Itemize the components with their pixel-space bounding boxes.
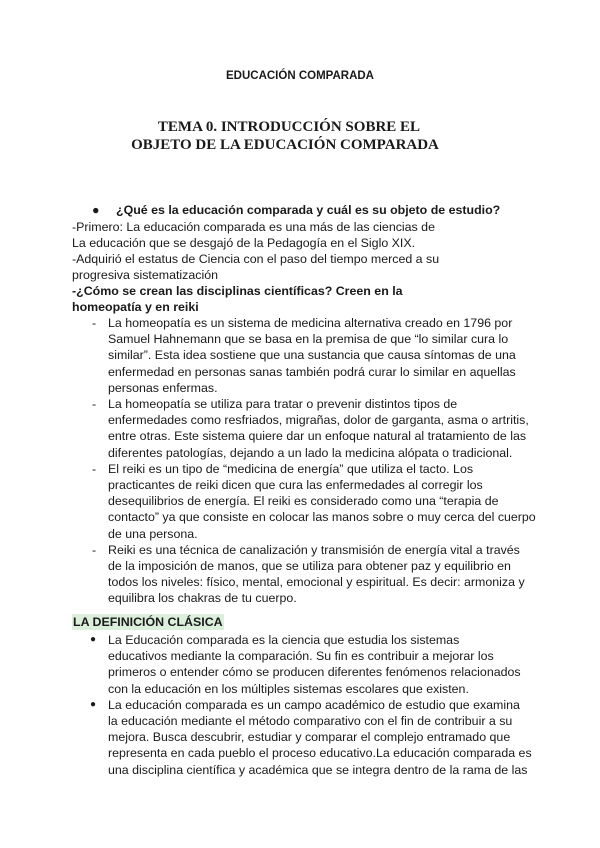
bullet-icon: ●: [92, 203, 100, 217]
list-line: contacto” ya que consiste en colocar las manos sobre o muy cerca del cuerpo: [108, 510, 536, 525]
document-header: EDUCACIÓN COMPARADA: [225, 70, 374, 82]
intro-line: La educación que se desgajó de la Pedagogía en el Siglo XIX.: [72, 236, 416, 250]
question-2-line-2: homeopatía y en reiki: [72, 300, 199, 314]
dash-marker: -: [92, 397, 97, 412]
list-line: Samuel Hahnemann que se basa en la premisa de que “lo similar cura lo: [108, 332, 509, 347]
intro-line: progresiva sistematización: [72, 268, 218, 282]
list-item: [72, 315, 522, 396]
bullet-icon: ●: [90, 698, 97, 710]
list-line: la educación mediante el método comparativo con el fin de contribuir a su: [108, 714, 513, 729]
bullet-list: [72, 632, 532, 778]
list-line: diferentes patologías, dejando a un lado la medicina alópata o tradicional.: [108, 445, 513, 460]
list-line: una disciplina científica y académica que se integra dentro de la rama de las: [108, 762, 528, 777]
intro-line: -Adquirió el estatus de Ciencia con el paso del tiempo merced a su: [72, 252, 440, 266]
section-heading: LA DEFINICIÓN CLÁSICA: [73, 615, 223, 629]
list-line: La educación comparada es un campo académico de estudio que examina: [108, 697, 520, 712]
list-line: desequilibrios de energía. El reiki es considerado como una “terapia de: [108, 494, 499, 509]
question-2-line-1: -¿Cómo se crean las disciplinas científicas? Creen en la: [72, 284, 403, 298]
list-line: de una persona.: [108, 526, 198, 541]
intro-line: -Primero: La educación comparada es una más de las ciencias de: [72, 220, 435, 234]
list-line: similar”. Esta idea sostiene que una sustancia que causa síntomas de una: [108, 348, 516, 363]
list-line: Reiki es una técnica de canalización y transmisión de energía vital a través: [108, 542, 520, 557]
list-line: representa en cada pueblo el proceso educativo.La educación comparada es: [108, 746, 532, 761]
title-line-1: TEMA 0. INTRODUCCIÓN SOBRE EL: [157, 119, 421, 135]
list-line: equilibra los chakras de tu cuerpo.: [108, 591, 297, 606]
dash-marker: -: [92, 542, 97, 557]
bullet-icon: ●: [90, 634, 97, 645]
intro-paragraph: [72, 219, 532, 283]
list-line: La homeopatía es un sistema de medicina alternativa creado en 1796 por: [108, 316, 513, 330]
list-line: La Educación comparada es la ciencia que estudia los sistemas: [108, 633, 460, 647]
list-line: personas enfermas.: [108, 380, 218, 395]
list-item: [72, 396, 529, 461]
list-line: enfermedad en personas sanas también podrá curar lo similar en aquellas: [108, 364, 516, 379]
dash-marker: -: [92, 461, 97, 476]
list-item: [72, 697, 532, 778]
list-line: enfermedades como resfriados, migrañas, dolor de garganta, asma o artritis,: [108, 413, 529, 428]
page-title: [0, 118, 570, 154]
dash-list: [72, 315, 536, 607]
list-line: primeros o entender cómo se producen diferentes fenómenos relacionados: [108, 665, 521, 680]
list-item: [72, 632, 532, 697]
dash-marker: -: [92, 316, 97, 330]
list-line: mejora. Busca descubrir, estudiar y comparar el complejo entramado que: [108, 730, 511, 745]
question-2: [72, 283, 532, 315]
list-line: La homeopatía se utiliza para tratar o prevenir distintos tipos de: [108, 397, 458, 412]
list-line: de la imposición de manos, que se utiliza para obtener paz y equilibrio en: [108, 559, 511, 574]
list-line: entre otras. Este sistema quiere dar un enfoque natural al tratamiento de las: [108, 429, 527, 444]
question-1: [92, 202, 552, 218]
list-line: todos los niveles: físico, mental, emocional y espiritual. Es decir: armoniza y: [108, 575, 525, 590]
list-line: El reiki es un tipo de “medicina de energía” que utiliza el tacto. Los: [108, 461, 474, 476]
list-line: educativos mediante la comparación. Su fin es contribuir a mejorar los: [108, 649, 494, 664]
list-item: [72, 542, 525, 607]
question-1-text: ¿Qué es la educación comparada y cuál es su objeto de estudio?: [116, 203, 501, 217]
list-line: practicantes de reiki dicen que cura las enfermedades al corregir los: [108, 478, 483, 493]
list-item: [72, 461, 536, 542]
title-line-2: OBJETO DE LA EDUCACIÓN COMPARADA: [131, 137, 439, 153]
list-line: con la educación en los múltiples sistemas escolares que existen.: [108, 681, 469, 696]
